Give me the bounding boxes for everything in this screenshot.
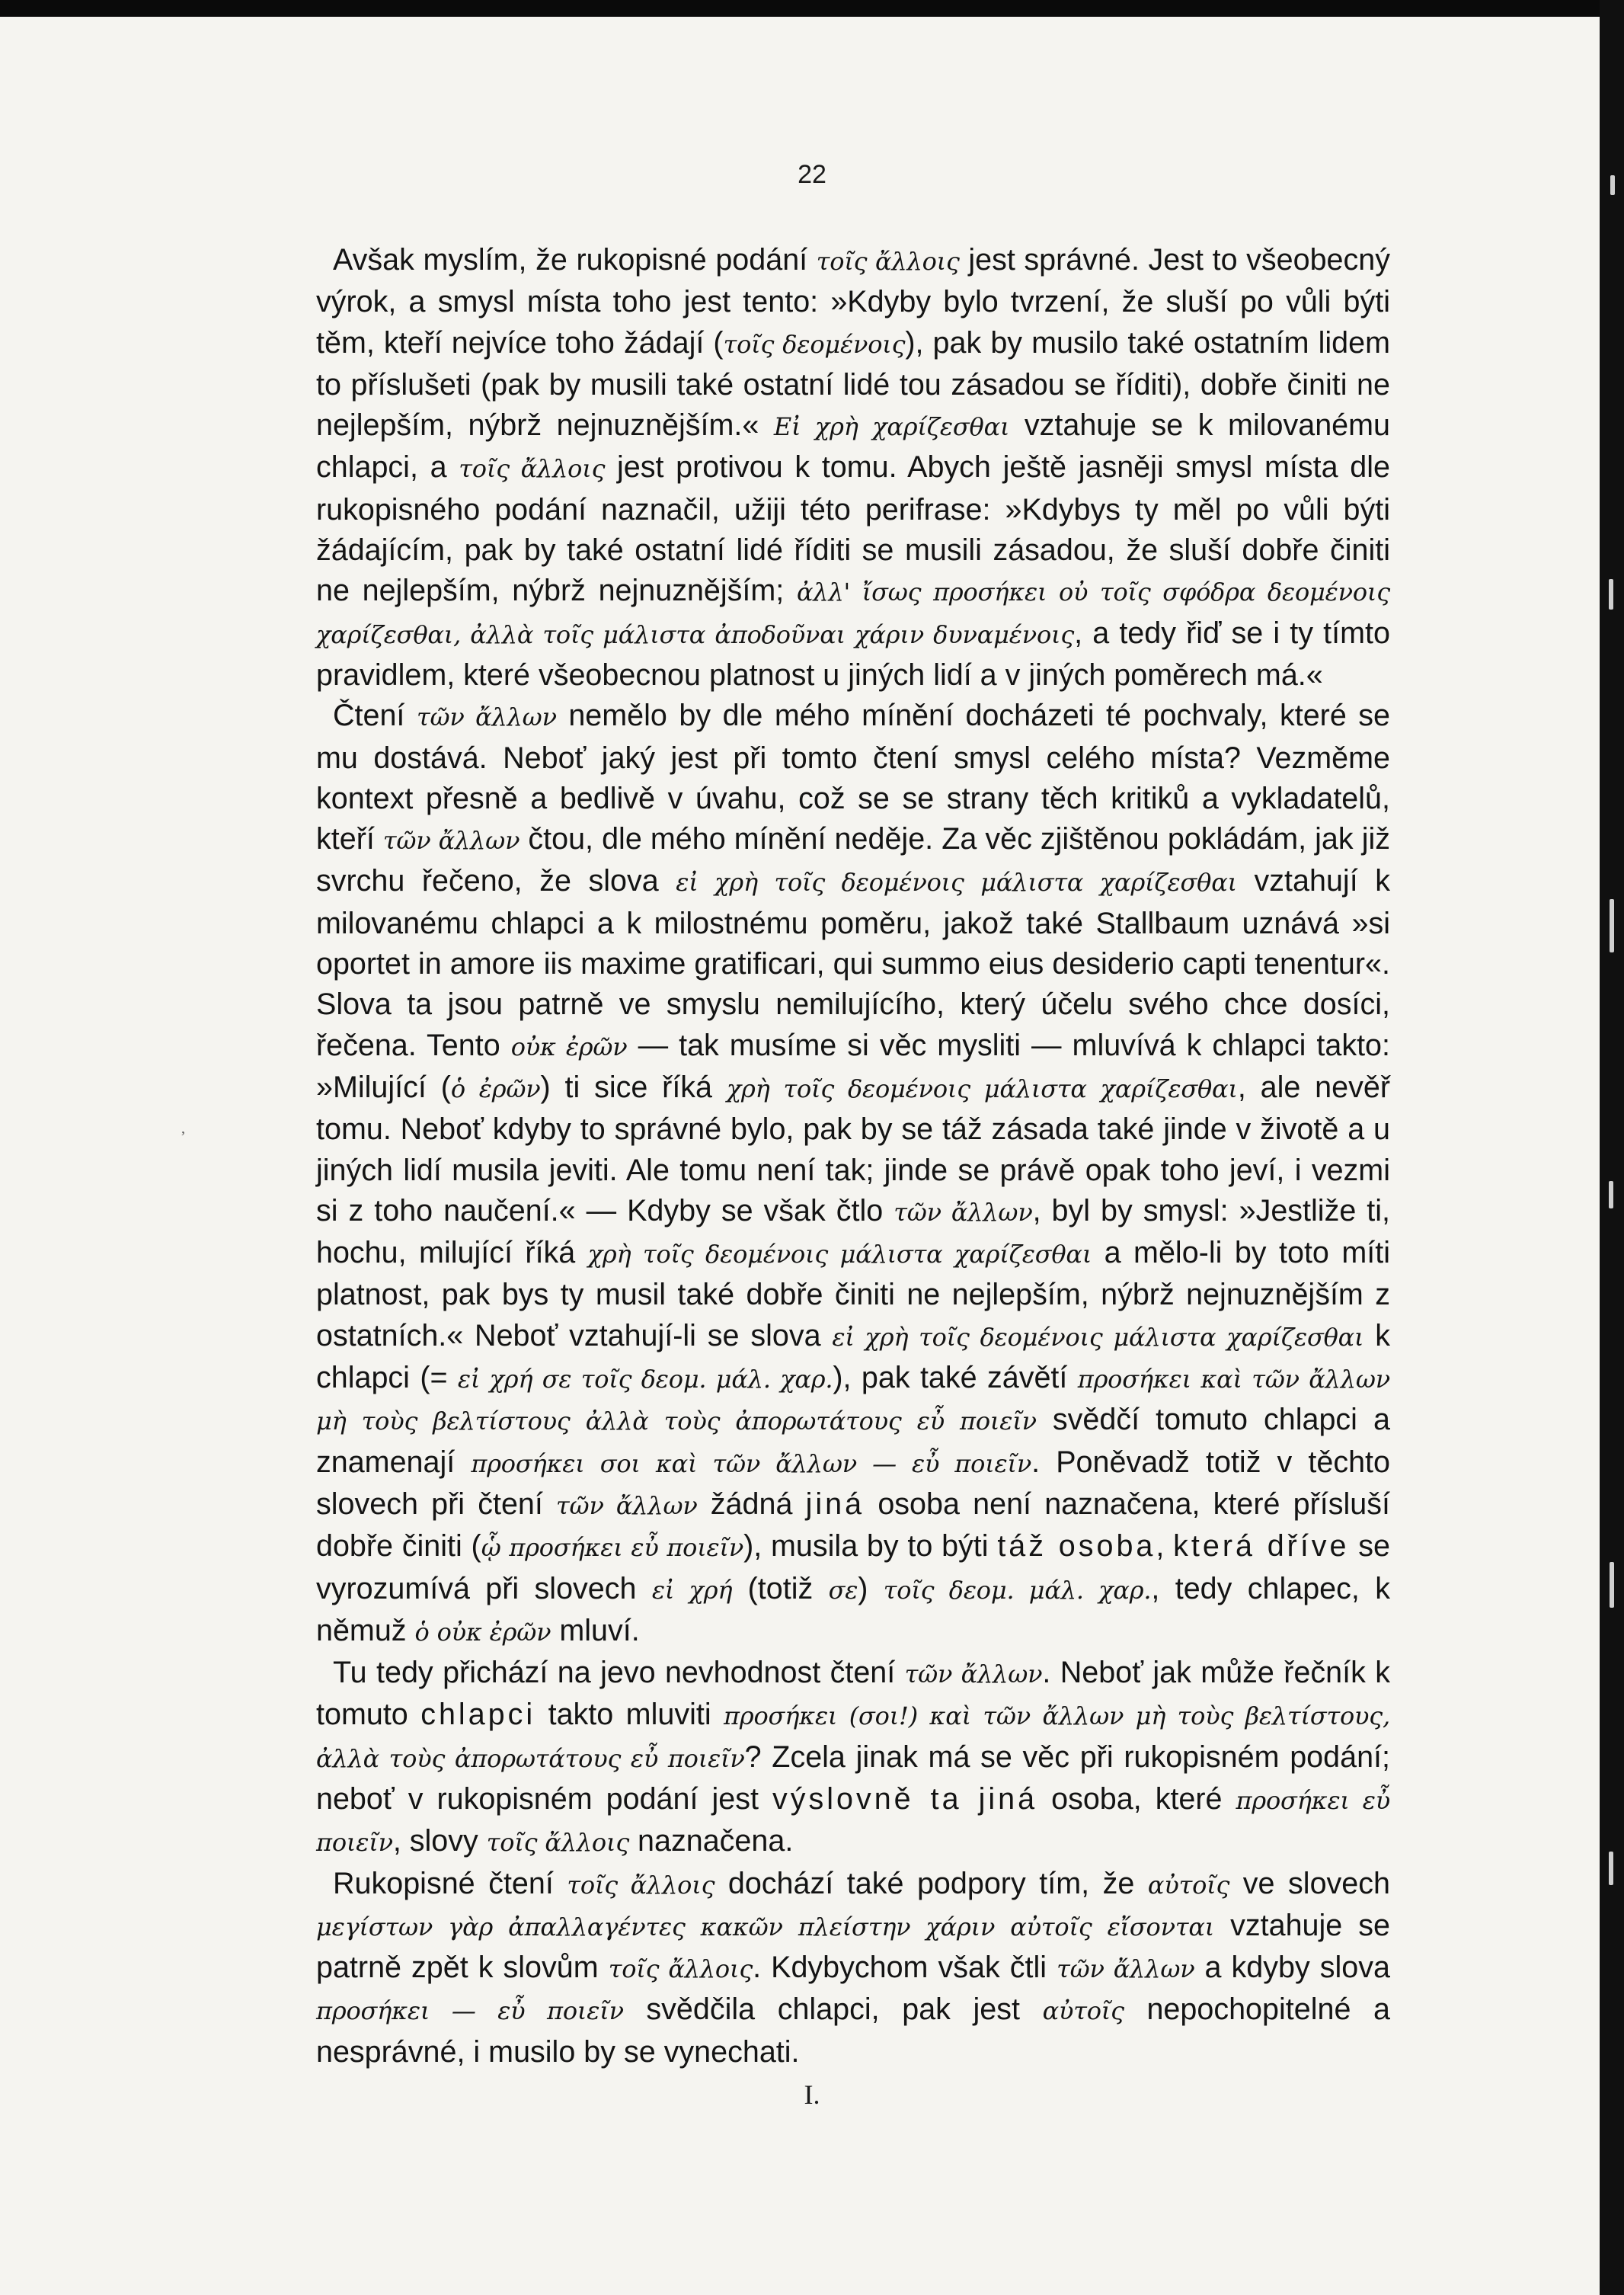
text-run: vztahují k milovanému chlapci a k milostnému poměru, jakož také Stallbaum uznává »si oportet in amore iis maxime gratificari, qui summo eius desiderio capti tenentur«. Slova ta jsou patrně ve smyslu nemilujícího, který účelu svého chce dosíci, řečena. Tento [316,864,1390,1062]
text-run: Rukopisné čtení [333,1866,567,1900]
paragraph [316,240,1390,696]
text-run: . Neboť jak může řečník k tomuto [316,1656,1390,1732]
greek-quote: σε [828,1575,858,1605]
greek-quote: προσήκει — εὖ ποιεῖν [316,1996,624,2026]
text-run: ), pak také závětí [833,1361,1078,1395]
text-run: a kdyby slova [1194,1951,1390,1985]
spaced-emphasis: která dříve [1173,1529,1350,1564]
greek-quote: τοῖς δεομένοις [723,329,906,359]
greek-quote: εἰ χρὴ τοῖς δεομένοις μάλιστα χαρίζεσθαι [676,868,1237,898]
edge-mark [1609,579,1613,610]
text-run: nepochopitelné a nesprávné, i musilo by se vynechati. [316,1993,1390,2069]
greek-quote: τῶν ἄλλων [1057,1954,1195,1984]
text-run: svědčila chlapci, pak jest [623,1993,1043,2027]
text-run: (totiž [732,1571,829,1605]
text-run: dochází také podpory tím, že [714,1866,1148,1900]
text-run: k chlapci (= [316,1318,1390,1395]
text-run: , slovy [392,1824,487,1858]
text-run: takto mluviti [535,1698,724,1732]
greek-quote: προσήκει καὶ τῶν ἄλλων μὴ τοὺς βελτίστους ἀλλὰ τοὺς ἀπορωτάτους εὖ ποιεῖν [316,1365,1390,1436]
spaced-emphasis: výslovně ta jiná [772,1781,1038,1816]
signature-mark: I. [804,2079,820,2110]
paragraph [316,696,1390,1653]
text-run: . Kdybychom však čtli [753,1951,1057,1985]
scan-border [1600,0,1624,2295]
body-text [316,240,1390,2073]
text-run: , a tedy řiď se i ty tímto pravidlem, které všeobecnou platnost u jiných lidí a v jiných poměrech má.« [316,616,1390,692]
stray-mark: , [181,1120,185,1137]
greek-quote: τοῖς δεομ. μάλ. χαρ. [883,1575,1152,1605]
paragraph [316,1864,1390,2073]
text-run: mluví. [551,1613,640,1647]
text-run: ), musila by to býti [743,1529,998,1564]
edge-mark [1610,1562,1614,1608]
greek-quote: τῶν ἄλλων [894,1197,1033,1227]
edge-mark [1610,899,1614,952]
text-run: , ale nevěř tomu. Neboť kdyby to správné bylo, pak by se táž zásada také jinde v životě a u jiných lidí musila jeviti. Ale tomu není tak; jinde se právě opak toho jeví, i vezmi si z toho naučení.« — Kdyby se však čtlo [316,1070,1390,1228]
text-run: Čtení [333,699,417,733]
text-run: , byl by smysl: »Jestliže ti, hochu, milující říká [316,1193,1390,1270]
greek-quote: Εἰ χρὴ χαρίζεσθαι [773,412,1010,442]
text-run: čtou, dle mého mínění neděje. Za věc zjištěnou pokládám, jak již svrchu řečeno, že slova [316,822,1390,898]
greek-quote: τῶν ἄλλων [556,1490,698,1520]
text-run: svědčí tomuto chlapci a znamenají [316,1403,1390,1479]
text-run: naznačena. [629,1824,794,1858]
greek-quote: τῶν ἄλλων [416,703,557,732]
text-run: se vyrozumívá při slovech [316,1529,1390,1605]
greek-quote: χρὴ τοῖς δεομένοις μάλιστα χαρίζεσθαι [726,1074,1238,1103]
spaced-emphasis: jiná [805,1487,865,1521]
text-run: . Poněvadž totiž v těchto slovech při čtení [316,1445,1391,1521]
spaced-emphasis: chlapci [420,1698,536,1732]
text-run: ), pak by musilo také ostatním lidem to příslušeti (pak by musili také ostatní lidé tou zásadou se říditi), dobře činiti ne nejlepším, nýbrž nejnuznějším.« [316,325,1390,443]
greek-quote: τοῖς ἄλλοις [816,247,960,276]
text-run: , tedy chlapec, k němuž [316,1571,1390,1647]
greek-quote: αὐτοῖς [1147,1870,1230,1900]
greek-quote: εἰ χρή σε τοῖς δεομ. μάλ. χαρ. [457,1365,833,1394]
page-number: 22 [798,160,826,189]
greek-quote: οὐκ ἐρῶν [510,1032,628,1061]
greek-quote: χρὴ τοῖς δεομένοις μάλιστα χαρίζεσθαι [587,1240,1092,1269]
greek-quote: προσήκει εὖ ποιεῖν [316,1785,1391,1858]
edge-mark [1609,1852,1613,1885]
text-run: — tak musíme si věc mysliti — mluvívá k chlapci takto: »Milující ( [316,1028,1390,1104]
greek-quote: ὁ οὐκ ἐρῶν [414,1617,551,1647]
greek-quote: προσήκει σοι καὶ τῶν ἄλλων — εὖ ποιεῖν [471,1448,1032,1478]
greek-quote: ὁ ἐρῶν [450,1074,541,1103]
greek-quote: τοῖς ἄλλοις [567,1870,715,1900]
text-run: a mělo-li by toto míti platnost, pak bys ty musil také dobře činiti ne nejlepším, nýbrž nejnuznějším z ostatních.« Neboť vztahují-li se slova [316,1236,1390,1352]
paragraph [316,1653,1390,1863]
text-run: ) ti sice říká [540,1070,727,1104]
greek-quote: εἰ χρή [651,1575,733,1605]
greek-quote: αὐτοῖς [1042,1996,1124,2026]
text-run: ) [858,1571,884,1605]
text-run: jest správné. Jest to všeobecný výrok, a smysl místa toho jest tento: »Kdyby bylo tvrzení, že sluší po vůli býti těm, kteří nejvíce toho žádají ( [316,243,1390,360]
text-run: ? Zcela jinak má se věc při rukopisném podání; neboť v rukopisném podání jest [316,1740,1390,1816]
greek-quote: τοῖς ἄλλοις [608,1954,753,1984]
edge-mark [1609,1181,1613,1208]
greek-quote: μεγίστων γὰρ ἀπαλλαγέντες κακῶν πλείστην χάριν αὐτοῖς εἴσονται [316,1912,1215,1941]
text-run: osoba není naznačena, které přísluší dobře činiti ( [316,1487,1390,1564]
text-run: ve slovech [1229,1866,1390,1900]
text-run: , [1156,1529,1174,1564]
greek-quote: τοῖς ἄλλοις [459,454,606,484]
spaced-emphasis: táž osoba [997,1529,1156,1564]
text-run: vztahuje se k milovanému chlapci, a [316,408,1391,485]
text-run: osoba, které [1037,1781,1236,1816]
greek-quote: τῶν ἄλλων [382,826,520,856]
greek-quote: ἀλλ' ἴσως προσήκει οὐ τοῖς σφόδρα δεομένοις χαρίζεσθαι, ἀλλὰ τοῖς μάλιστα ἀποδοῦναι χάριν δυναμένοις [316,578,1390,649]
text-run: Avšak myslím, že rukopisné podání [333,243,817,277]
greek-quote: ᾧ προσήκει εὖ ποιεῖν [481,1533,744,1563]
greek-quote: τοῖς ἄλλοις [486,1828,630,1858]
text-run: vztahuje se patrně zpět k slovům [316,1908,1390,1985]
text-run: nemělo by dle mého mínění docházeti té pochvaly, které se mu dostává. Neboť jaký jest při tomto čtení smysl celého místa? Vezměme kontext přesně a bedlivě v úvahu, což se se strany těch kritiků a vykladatelů, kteří [316,699,1391,856]
greek-quote: εἰ χρὴ τοῖς δεομένοις μάλιστα χαρίζεσθαι [832,1322,1364,1352]
text-run: Tu tedy přichází na jevo nevhodnost čtení [333,1656,905,1690]
text-run: jest protivou k tomu. Abych ještě jasněji smysl místa dle rukopisného podání naznačil, užiji této perifrase: »Kdybys ty měl po vůli býti žádajícím, pak by také ostatní lidé říditi se musili zásadou, že sluší dobře činiti ne nejlepším, nýbrž nejnuznějším; [316,450,1390,608]
greek-quote: τῶν ἄλλων [904,1660,1043,1689]
greek-quote: προσήκει (σοι!) καὶ τῶν ἄλλων μὴ τοὺς βελτίστους, ἀλλὰ τοὺς ἀπορωτάτους εὖ ποιεῖν [316,1701,1390,1773]
text-run: žádná [697,1487,806,1521]
